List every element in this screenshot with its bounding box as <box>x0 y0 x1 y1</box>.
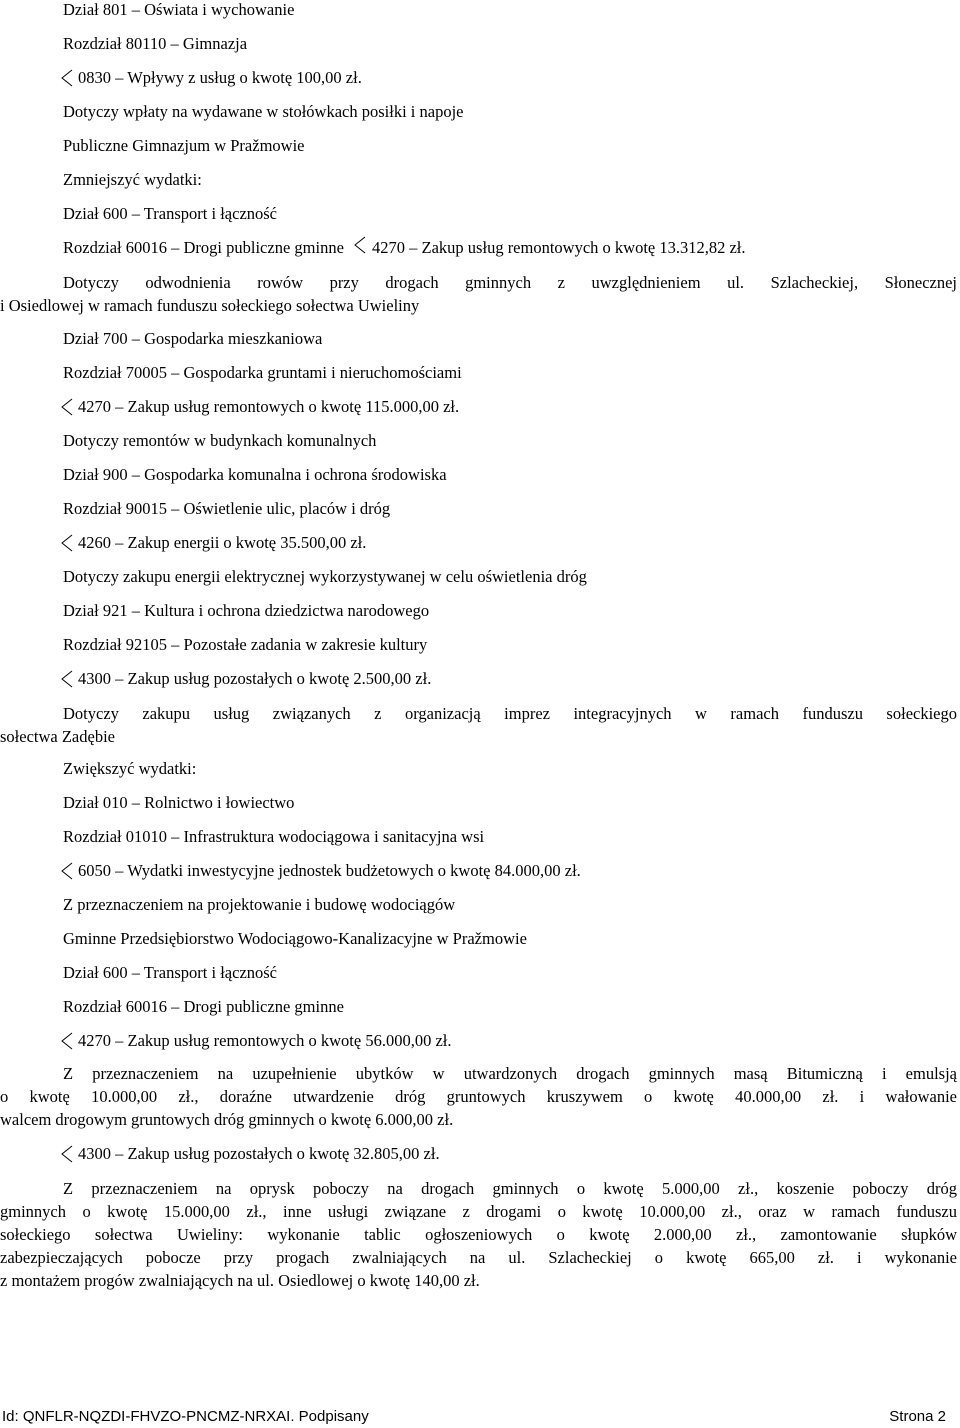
note-odwodnienia-line1: Dotyczy odwodnienia rowów przy drogach gminnych z uwzględnieniem ul. Szlacheckiej, Słonecznej <box>63 273 957 292</box>
note-ubytkow-line3: walcem drogowym gruntowych dróg gminnych o kwotę 6.000,00 zł. <box>0 1110 454 1129</box>
dzial-010: Dział 010 – Rolnictwo i łowiectwo <box>63 793 295 812</box>
rozdzial-70005: Rozdział 70005 – Gospodarka gruntami i nieruchomościami <box>63 363 462 382</box>
section-sign-icon <box>61 398 73 416</box>
paragraph-6050 <box>78 860 581 882</box>
note-ubytkow-line2: o kwotę 10.000,00 zł., doraźne utwardzenie dróg gruntowych kruszywem o kwotę 40.000,00 zł. i wałowanie <box>0 1087 957 1106</box>
note-oprysk-line5: z montażem progów zwalniających na ul. Osiedlowej o kwotę 140,00 zł. <box>0 1271 480 1290</box>
rozdzial-60016-b: Rozdział 60016 – Drogi publiczne gminne <box>63 997 344 1016</box>
section-sign-icon <box>61 862 73 880</box>
paragraph-4260-text: 4260 – Zakup energii o kwotę 35.500,00 zł. <box>78 533 367 552</box>
paragraph-6050-text: 6050 – Wydatki inwestycyjne jednostek budżetowych o kwotę 84.000,00 zł. <box>78 861 581 880</box>
dzial-700: Dział 700 – Gospodarka mieszkaniowa <box>63 329 323 348</box>
document-id: Id: QNFLR-NQZDI-FHVZO-PNCMZ-NRXAI. Podpisany <box>2 1408 369 1425</box>
heading-zmniejszyc: Zmniejszyć wydatki: <box>63 170 202 189</box>
rozdzial-01010: Rozdział 01010 – Infrastruktura wodociągowa i sanitacyjna wsi <box>63 827 485 846</box>
rozdzial-90015: Rozdział 90015 – Oświetlenie ulic, placów i dróg <box>63 499 391 518</box>
note-oprysk-line4: zabezpieczających pobocze przy progach zwalniających na ul. Szlacheckiej o kwotę 665,00 zł. i wykonanie <box>0 1248 957 1267</box>
paragraph-4300-a <box>78 668 431 690</box>
rozdzial-60016-a: Rozdział 60016 – Drogi publiczne gminne <box>63 238 344 257</box>
paragraph-4300-a-text: 4300 – Zakup usług pozostałych o kwotę 2.500,00 zł. <box>78 669 432 688</box>
heading-zwiekszyc: Zwiększyć wydatki: <box>63 759 197 778</box>
section-sign-icon <box>61 534 73 552</box>
note-odwodnienia-line2: i Osiedlowej w ramach funduszu sołeckiego sołectwa Uwieliny <box>0 296 420 315</box>
paragraph-4270-b <box>78 396 459 418</box>
dzial-600-a: Dział 600 – Transport i łączność <box>63 204 278 223</box>
note-wodociagow: Z przeznaczeniem na projektowanie i budowę wodociągów <box>63 895 456 914</box>
unit-gimnazjum: Publiczne Gimnazjum w Pražmowie <box>63 136 305 155</box>
note-integracyjnych <box>0 702 957 748</box>
note-wplaty: Dotyczy wpłaty na wydawane w stołówkach posiłki i napoje <box>63 102 464 121</box>
paragraph-4270-b-text: 4270 – Zakup usług remontowych o kwotę 115.000,00 zł. <box>78 397 460 416</box>
note-integracyjnych-line2: sołectwa Zadębie <box>0 727 115 746</box>
paragraph-4260 <box>78 532 366 554</box>
paragraph-4270-c-text: 4270 – Zakup usług remontowych o kwotę 56.000,00 zł. <box>78 1031 452 1050</box>
rozdzial-92105: Rozdział 92105 – Pozostałe zadania w zakresie kultury <box>63 635 428 654</box>
note-oprysk-line2: gminnych o kwotę 15.000,00 zł., inne usługi związane z drogami o kwotę 10.000,00 zł., oraz w ramach funduszu <box>0 1202 957 1221</box>
paragraph-4300-b <box>78 1143 440 1165</box>
note-odwodnienia <box>0 271 957 317</box>
dzial-900: Dział 900 – Gospodarka komunalna i ochrona środowiska <box>63 465 447 484</box>
section-sign-icon <box>61 1145 73 1163</box>
note-ubytkow-line1: Z przeznaczeniem na uzupełnienie ubytków w utwardzonych drogach gminnych masą Bitumiczną i emulsją <box>63 1064 957 1083</box>
dzial-801: Dział 801 – Oświata i wychowanie <box>63 0 295 19</box>
rozdzial-60016-a-row <box>63 237 957 259</box>
note-remontow: Dotyczy remontów w budynkach komunalnych <box>63 431 377 450</box>
note-oprysk-line1: Z przeznaczeniem na oprysk poboczy na drogach gminnych o kwotę 5.000,00 zł., koszenie poboczy dróg <box>63 1179 957 1198</box>
paragraph-0830-text: 0830 – Wpływy z usług o kwotę 100,00 zł. <box>78 68 362 87</box>
unit-przedsiebiorstwo: Gminne Przedsiębiorstwo Wodociągowo-Kanalizacyjne w Pražmowie <box>63 929 527 948</box>
paragraph-4300-b-text: 4300 – Zakup usług pozostałych o kwotę 32.805,00 zł. <box>78 1144 440 1163</box>
dzial-600-b: Dział 600 – Transport i łączność <box>63 963 278 982</box>
rozdzial-80110: Rozdział 80110 – Gimnazja <box>63 34 248 53</box>
section-sign-icon <box>61 670 73 688</box>
section-sign-icon <box>354 236 366 254</box>
paragraph-4270-a-text: 4270 – Zakup usług remontowych o kwotę 13.312,82 zł. <box>372 238 746 257</box>
dzial-921: Dział 921 – Kultura i ochrona dziedzictwa narodowego <box>63 601 430 620</box>
note-ubytkow <box>0 1062 957 1131</box>
page-number: Strona 2 <box>889 1408 946 1425</box>
section-sign-icon <box>61 1032 73 1050</box>
note-integracyjnych-line1: Dotyczy zakupu usług związanych z organizacją imprez integracyjnych w ramach funduszu sołeckiego <box>63 704 957 723</box>
paragraph-4270-c <box>78 1030 452 1052</box>
section-sign-icon <box>61 69 73 87</box>
note-oprysk <box>0 1177 957 1292</box>
paragraph-0830 <box>78 67 362 89</box>
note-oprysk-line3: sołeckiego sołectwa Uwieliny: wykonanie tablic ogłoszeniowych o kwotę 2.000,00 zł., zamontowanie słupków <box>0 1225 957 1244</box>
note-energii: Dotyczy zakupu energii elektrycznej wykorzystywanej w celu oświetlenia dróg <box>63 567 587 586</box>
